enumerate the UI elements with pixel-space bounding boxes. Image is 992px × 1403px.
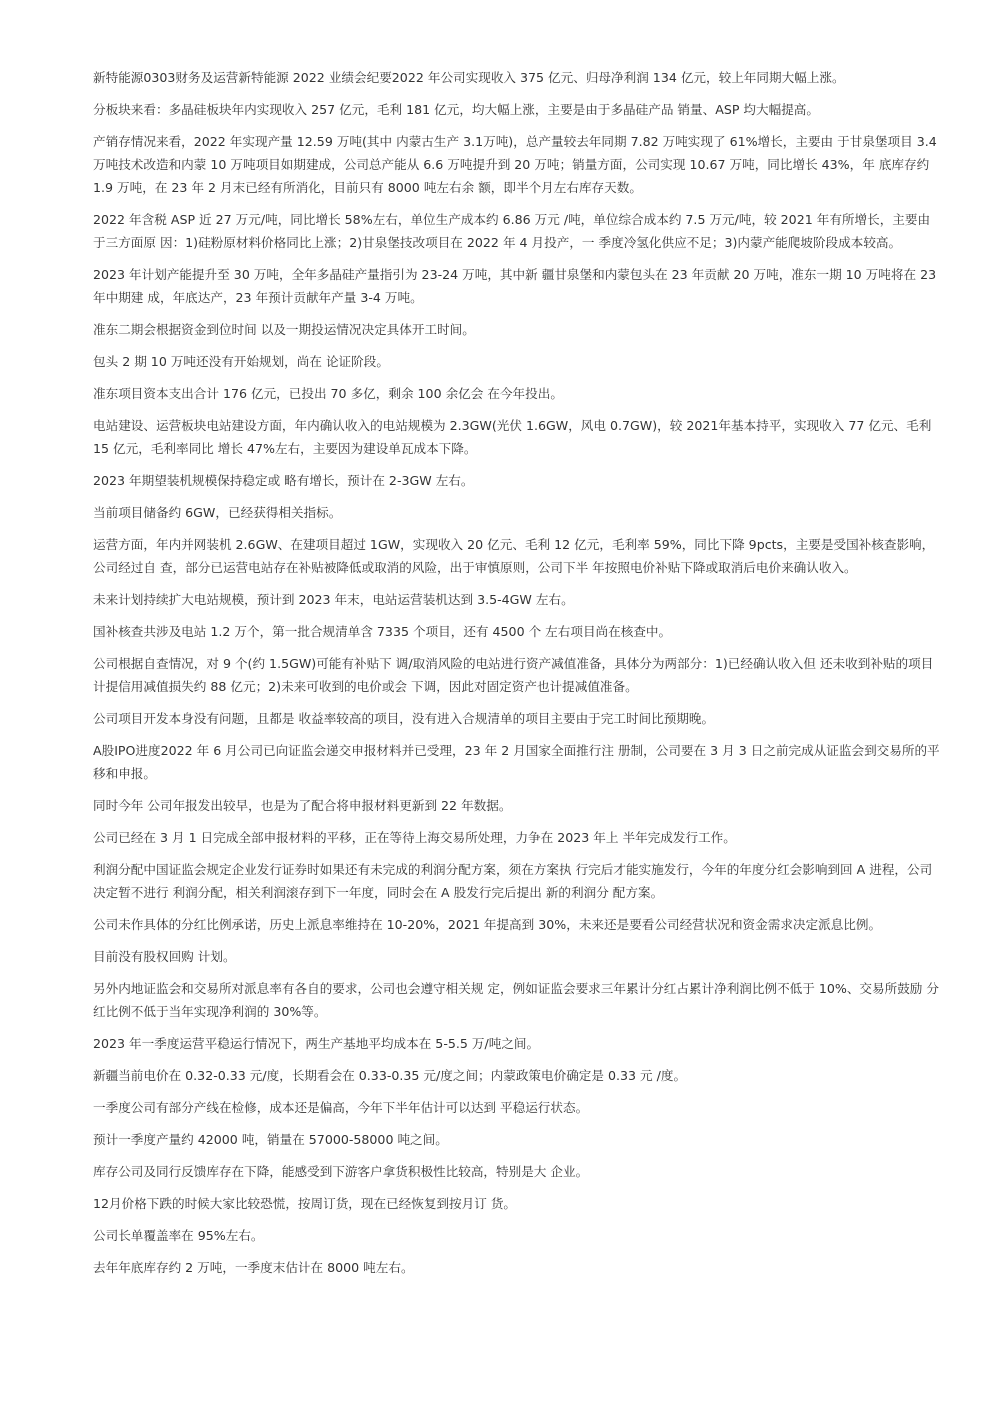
paragraph: 2022 年含税 ASP 近 27 万元/吨，同比增长 58%左右，单位生产成本约 6.86 万元 /吨，单位综合成本约 7.5 万元/吨，较 2021 年有所增长，主要由于三方面原 因：1)硅粉原材料价格同比上涨；2)甘泉堡技改项目在 2022 年 4 月投产，一 季度冷氢化供应不足；3)内蒙产能爬坡阶段成本较高。 bbox=[93, 212, 931, 250]
paragraph: 新特能源0303财务及运营新特能源 2022 业绩会纪要2022 年公司实现收入 375 亿元、归母净利润 134 亿元，较上年同期大幅上涨。 bbox=[93, 70, 845, 85]
paragraph: 利润分配中国证监会规定企业发行证券时如果还有未完成的利润分配方案，须在方案执 行完后才能实施发行，今年的年度分红会影响到回 A 进程，公司决定暂不进行 利润分配，相关利润滚存到下一年度，同时会在 A 股发行完后提出 新的利润分 配方案。 bbox=[93, 862, 933, 900]
paragraph: 公司项目开发本身没有问题，且都是 收益率较高的项目，没有进入合规清单的项目主要由于完工时间比预期晚。 bbox=[93, 711, 715, 726]
paragraph: 公司未作具体的分红比例承诺，历史上派息率维持在 10-20%，2021 年提高到 30%，未来还是要看公司经营状况和资金需求决定派息比例。 bbox=[93, 917, 882, 932]
paragraph: 未来计划持续扩大电站规模，预计到 2023 年末，电站运营装机达到 3.5-4GW 左右。 bbox=[93, 592, 574, 607]
paragraph: 准东二期会根据资金到位时间 以及一期投运情况决定具体开工时间。 bbox=[93, 322, 475, 337]
paragraph: 另外内地证监会和交易所对派息率有各自的要求，公司也会遵守相关规 定，例如证监会要求三年累计分红占累计净利润比例不低于 10%、交易所鼓励 分红比例不低于当年实现净利润的 30%等。 bbox=[93, 981, 940, 1019]
paragraph: 12月价格下跌的时候大家比较恐慌，按周订货，现在已经恢复到按月订 货。 bbox=[93, 1196, 517, 1211]
paragraph: 运营方面，年内并网装机 2.6GW、在建项目超过 1GW，实现收入 20 亿元、毛利 12 亿元，毛利率 59%，同比下降 9pcts，主要是受国补核查影响，公司经过自 查，部分已运营电站存在补贴被降低或取消的风险，出于审慎原则，公司下半 年按照电价补贴下降或取消后电价来确认收入。 bbox=[93, 537, 935, 575]
paragraph: 目前没有股权回购 计划。 bbox=[93, 949, 236, 964]
paragraph: 公司根据自查情况，对 9 个(约 1.5GW)可能有补贴下 调/取消风险的电站进行资产减值准备，具体分为两部分：1)已经确认收入但 还未收到补贴的项目计提信用减值损失约 88 亿元；2)未来可收到的电价或会 下调，因此对固定资产也计提减值准备。 bbox=[93, 656, 934, 694]
paragraph: A股IPO进度2022 年 6 月公司已向证监会递交申报材料并已受理，23 年 2 月国家全面推行注 册制，公司要在 3 月 3 日之前完成从证监会到交易所的平移和申报。 bbox=[93, 743, 940, 781]
paragraph: 公司已经在 3 月 1 日完成全部申报材料的平移，正在等待上海交易所处理，力争在 2023 年上 半年完成发行工作。 bbox=[93, 830, 736, 845]
paragraph: 产销存情况来看，2022 年实现产量 12.59 万吨(其中 内蒙古生产 3.1万吨)，总产量较去年同期 7.82 万吨实现了 61%增长，主要由 于甘泉堡项目 3.4 万吨技术改造和内蒙 10 万吨项目如期建成，公司总产能从 6.6 万吨提升到 20 万吨；销量方面，公司实现 10.67 万吨，同比增长 43%，年 底库存约 1.9 万吨，在 23 年 2 月末已经有所消化，目前只有 8000 吨左右余 额，即半个月左右库存天数。 bbox=[93, 134, 937, 195]
paragraph: 准东项目资本支出合计 176 亿元，已投出 70 多亿，剩余 100 余亿会 在今年投出。 bbox=[93, 386, 563, 401]
paragraph: 包头 2 期 10 万吨还没有开始规划，尚在 论证阶段。 bbox=[93, 354, 389, 369]
paragraph: 当前项目储备约 6GW，已经获得相关指标。 bbox=[93, 505, 342, 520]
paragraph: 预计一季度产量约 42000 吨，销量在 57000-58000 吨之间。 bbox=[93, 1132, 448, 1147]
paragraph: 2023 年计划产能提升至 30 万吨，全年多晶硅产量指引为 23-24 万吨，其中新 疆甘泉堡和内蒙包头在 23 年贡献 20 万吨，准东一期 10 万吨将在 23 年中期建 成，年底达产，23 年预计贡献年产量 3-4 万吨。 bbox=[93, 267, 937, 305]
paragraph: 库存公司及同行反馈库存在下降，能感受到下游客户拿货积极性比较高，特别是大 企业。 bbox=[93, 1164, 589, 1179]
paragraph: 同时今年 公司年报发出较早，也是为了配合将申报材料更新到 22 年数据。 bbox=[93, 798, 512, 813]
paragraph: 公司长单覆盖率在 95%左右。 bbox=[93, 1228, 264, 1243]
paragraph: 国补核查共涉及电站 1.2 万个，第一批合规清单含 7335 个项目，还有 4500 个 左右项目尚在核查中。 bbox=[93, 624, 672, 639]
paragraph: 去年年底库存约 2 万吨，一季度末估计在 8000 吨左右。 bbox=[93, 1260, 414, 1275]
paragraph: 分板块来看：多晶硅板块年内实现收入 257 亿元，毛利 181 亿元，均大幅上涨，主要是由于多晶硅产品 销量、ASP 均大幅提高。 bbox=[93, 102, 819, 117]
paragraph: 电站建设、运营板块电站建设方面，年内确认收入的电站规模为 2.3GW(光伏 1.6GW，风电 0.7GW)，较 2021年基本持平，实现收入 77 亿元、毛利 15 亿元，毛利率同比 增长 47%左右，主要因为建设单瓦成本下降。 bbox=[93, 418, 932, 456]
paragraph: 2023 年一季度运营平稳运行情况下，两生产基地平均成本在 5-5.5 万/吨之间。 bbox=[93, 1036, 540, 1051]
paragraph: 2023 年期望装机规模保持稳定或 略有增长，预计在 2-3GW 左右。 bbox=[93, 473, 474, 488]
paragraph: 一季度公司有部分产线在检修，成本还是偏高，今年下半年估计可以达到 平稳运行状态。 bbox=[93, 1100, 589, 1115]
paragraph: 新疆当前电价在 0.32-0.33 元/度，长期看会在 0.33-0.35 元/度之间；内蒙政策电价确定是 0.33 元 /度。 bbox=[93, 1068, 687, 1083]
